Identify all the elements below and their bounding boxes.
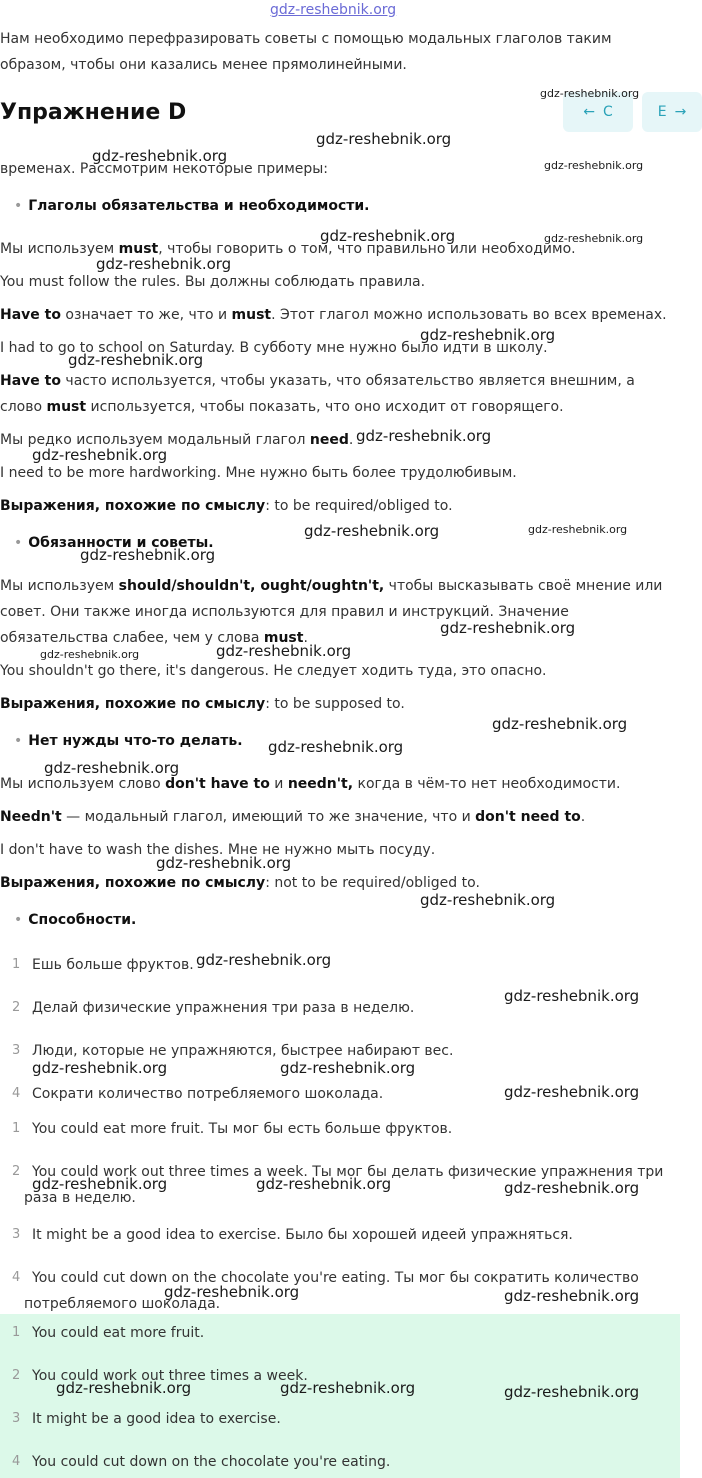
watermark: gdz-reshebnik.org	[32, 446, 168, 464]
task-number: 3	[12, 1043, 21, 1058]
theory-similar-1: Выражения, похожие по смыслу: to be required/obliged to.	[0, 498, 453, 514]
bullet-obligation: • Глаголы обязательства и необходимости.	[14, 193, 684, 219]
watermark: gdz-reshebnik.org	[44, 759, 180, 777]
watermark: gdz-reshebnik.org	[320, 227, 456, 245]
theory-must-example: You must follow the rules. Вы должны соблюдать правила.	[0, 274, 426, 290]
page-title: Упражнение D	[0, 100, 187, 125]
watermark: gdz-reshebnik.org	[80, 546, 216, 564]
translation-text: You could work out three times a week. Ты мог бы делать физические упражнения три раза в неделю.	[24, 1164, 664, 1206]
answer-text: You could cut down on the chocolate you're eating.	[32, 1454, 391, 1470]
theory-have-to: Have to означает то же, что и must. Этот глагол можно использовать во всех временах.	[0, 307, 667, 323]
watermark: gdz-reshebnik.org	[280, 1379, 416, 1397]
answer-text: You could work out three times a week.	[32, 1368, 308, 1384]
translation-number: 4	[12, 1270, 21, 1285]
translation-text: It might be a good idea to exercise. Было бы хорошей идеей упражняться.	[32, 1227, 573, 1243]
watermark: gdz-reshebnik.org	[544, 232, 644, 245]
translation-text: You could cut down on the chocolate you're eating. Ты мог бы сократить количество потребляемого шоколада.	[24, 1270, 639, 1312]
translation-number: 2	[12, 1164, 21, 1179]
watermark: gdz-reshebnik.org	[96, 255, 232, 273]
watermark: gdz-reshebnik.org	[544, 159, 644, 172]
answer-number: 1	[12, 1325, 21, 1340]
watermark: gdz-reshebnik.org	[256, 1175, 392, 1193]
watermark: gdz-reshebnik.org	[268, 738, 404, 756]
prev-exercise-button[interactable]	[563, 92, 633, 132]
watermark: gdz-reshebnik.org	[68, 351, 204, 369]
watermark: gdz-reshebnik.org	[216, 642, 352, 660]
watermark: gdz-reshebnik.org	[40, 648, 140, 661]
intro-text: Нам необходимо перефразировать советы с помощью модальных глаголов таким образом, чтобы они казались менее прямолинейными.	[0, 31, 612, 73]
bullet-advice: • Обязанности и советы.	[14, 530, 684, 556]
prev-exercise-label: C	[602, 104, 613, 120]
theory-partial-line: временах. Рассмотрим некоторые примеры:	[0, 161, 329, 177]
theory-should: Мы используем should/shouldn't, ought/oughtn't, чтобы высказывать своё мнение или совет. Они также иногда используются для правил и инструкций. Значение обязательства слабее, чем у слова must.	[0, 578, 663, 646]
answer-number: 4	[12, 1454, 21, 1469]
watermark: gdz-reshebnik.org	[56, 1379, 192, 1397]
watermark: gdz-reshebnik.org	[280, 1059, 416, 1077]
theory-dont-have-to: Мы используем слово don't have to и needn't, когда в чём-то нет необходимости.	[0, 776, 621, 792]
next-exercise-label: E	[657, 104, 667, 120]
task-text: Люди, которые не упражняются, быстрее набирают вес.	[32, 1043, 454, 1059]
watermark: gdz-reshebnik.org	[32, 1059, 168, 1077]
theory-need: Мы редко используем модальный глагол need.	[0, 432, 354, 448]
theory-similar-3: Выражения, похожие по смыслу: not to be required/obliged to.	[0, 875, 480, 891]
watermark: gdz-reshebnik.org	[356, 427, 492, 445]
watermark: gdz-reshebnik.org	[164, 1283, 300, 1301]
answer-text: You could eat more fruit.	[32, 1325, 205, 1341]
theory-neednt-example: I don't have to wash the dishes. Мне не нужно мыть посуду.	[0, 842, 436, 858]
task-text: Делай физические упражнения три раза в неделю.	[32, 1000, 415, 1016]
watermark: gdz-reshebnik.org	[420, 891, 556, 909]
theory-need-example: I need to be more hardworking. Мне нужно быть более трудолюбивым.	[0, 465, 517, 481]
watermark: gdz-reshebnik.org	[504, 1287, 640, 1305]
watermark: gdz-reshebnik.org	[504, 1083, 640, 1101]
task-number: 4	[12, 1086, 21, 1101]
answer-number: 2	[12, 1368, 21, 1383]
watermark: gdz-reshebnik.org	[304, 522, 440, 540]
watermark: gdz-reshebnik.org	[156, 854, 292, 872]
theory-have-to-example: I had to go to school on Saturday. В субботу мне нужно было идти в школу.	[0, 340, 548, 356]
theory-neednt: Needn't — модальный глагол, имеющий то же значение, что и don't need to.	[0, 809, 586, 825]
answer-text: It might be a good idea to exercise.	[32, 1411, 281, 1427]
watermark: gdz-reshebnik.org	[420, 326, 556, 344]
answer-number: 3	[12, 1411, 21, 1426]
watermark: gdz-reshebnik.org	[32, 1175, 168, 1193]
watermark-top-link[interactable]: gdz-reshebnik.org	[270, 2, 397, 18]
watermark: gdz-reshebnik.org	[492, 715, 628, 733]
translation-number: 3	[12, 1227, 21, 1242]
watermark: gdz-reshebnik.org	[92, 147, 228, 165]
theory-should-example: You shouldn't go there, it's dangerous. Не следует ходить туда, это опасно.	[0, 663, 547, 679]
task-text: Ешь больше фруктов.	[32, 957, 194, 973]
watermark: gdz-reshebnik.org	[440, 619, 576, 637]
bullet-ability: • Способности.	[14, 907, 684, 933]
next-exercise-button[interactable]	[642, 92, 702, 132]
watermark: gdz-reshebnik.org	[540, 87, 640, 100]
task-number: 1	[12, 957, 21, 972]
translation-number: 1	[12, 1121, 21, 1136]
watermark: gdz-reshebnik.org	[504, 987, 640, 1005]
theory-similar-2: Выражения, похожие по смыслу: to be supposed to.	[0, 696, 405, 712]
theory-have-to-external: Have to часто используется, чтобы указать, что обязательство является внешним, а слово must используется, чтобы показать, что оно исходит от говорящего.	[0, 373, 635, 415]
watermark: gdz-reshebnik.org	[528, 523, 628, 536]
task-text: Сократи количество потребляемого шоколада.	[32, 1086, 384, 1102]
watermark: gdz-reshebnik.org	[504, 1383, 640, 1401]
task-number: 2	[12, 1000, 21, 1015]
theory-must: Мы используем must, чтобы говорить о том, что правильно или необходимо.	[0, 241, 576, 257]
arrow-right-icon: →	[674, 104, 687, 120]
bullet-no-need: • Нет нужды что-то делать.	[14, 728, 684, 754]
arrow-left-icon: ←	[583, 104, 595, 120]
translation-text: You could eat more fruit. Ты мог бы есть больше фруктов.	[32, 1121, 453, 1137]
watermark: gdz-reshebnik.org	[504, 1179, 640, 1197]
watermark: gdz-reshebnik.org	[316, 130, 452, 148]
watermark: gdz-reshebnik.org	[196, 951, 332, 969]
